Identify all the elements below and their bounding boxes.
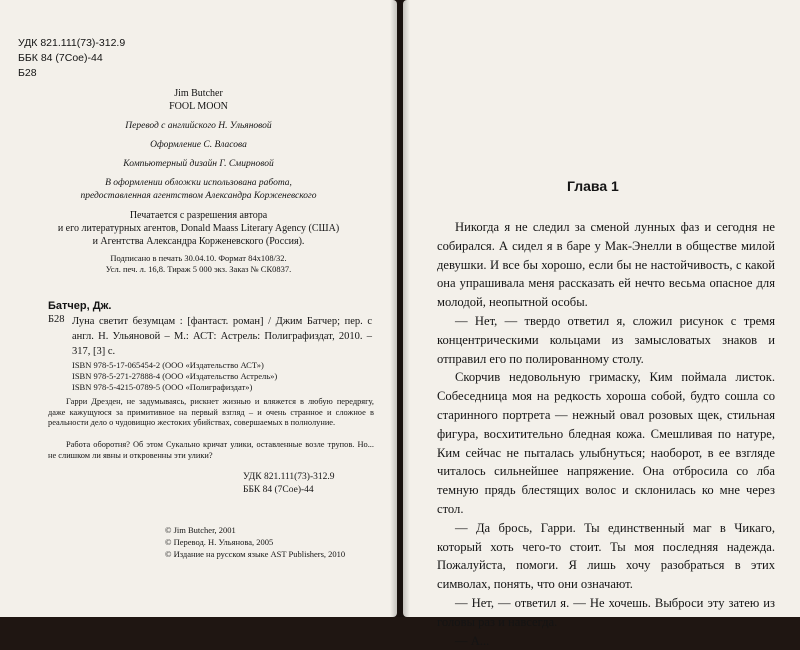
paragraph-6: — А...	[455, 633, 490, 648]
author-code: Б28	[18, 67, 37, 79]
copyright-line-1: © Jim Butcher, 2001	[165, 525, 236, 535]
udk-bottom: УДК 821.111(73)-312.9	[243, 472, 335, 482]
udk-code: УДК 821.111(73)-312.9	[18, 37, 126, 49]
paragraph-1: Никогда я не следил за сменой лунных фаз и сегодня не собирался. А сидел я в баре у Мак-Энелли в обществе милой девушки. И все бы хорошо, если бы не настойчивость, с какой она упрашивала меня рассказать ей нечто весьма опасное для молодой, неопытной особы.	[437, 220, 775, 310]
paragraph-4: — Да брось, Гарри. Ты единственный маг в Чикаго, который хоть чего-то стоит. Ты моя последняя надежда. Пожалуйста, помоги. Я лишь хочу разобраться в этих символах, понять, что они означают.	[437, 520, 775, 592]
annotation-paragraph-2: Работа оборотня? Об этом Сукально кричат улики, оставленные возле трупов. Но... не слишком ли явны и откровенны эти улики?	[48, 440, 374, 460]
computer-design-credit: Компьютерный дизайн Г. Смирновой	[123, 159, 274, 169]
bbk-code: ББК 84 (7Сое)-44	[18, 52, 103, 64]
annotation-paragraph-1: Гарри Дрезден, не задумываясь, рискнет жизнью и вляжется в любую передрягу, даже кажущуюся за примитивное на первый взгляд – и очень странное и сложное в реальности дело о чудовищно жестоких убийствах, совершаемых в полнолуние.	[48, 397, 374, 428]
catalog-code: Б28	[48, 314, 65, 325]
isbn-line-3: ISBN 978-5-4215-0789-5 (ООО «Полиграфиздат»)	[72, 382, 253, 392]
rights-line-3: и Агентства Александра Корженевского (Россия).	[92, 236, 305, 247]
copyright-line-3: © Издание на русском языке AST Publishers, 2010	[165, 549, 346, 559]
paragraph-5: — Нет, — ответил я. — Не хочешь. Выброси эту затею из головы раз и навсегда.	[437, 595, 775, 629]
bbk-bottom: ББК 84 (7Сое)-44	[243, 484, 314, 495]
design-credit: Оформление С. Власова	[150, 140, 247, 150]
udk-bottom-block	[243, 471, 335, 496]
paragraph-2: — Нет, — твердо ответил я, сложил рисунок с тремя концентрическими кольцами из замысловатых знаков и отправил его по полированному столу.	[437, 313, 775, 366]
isbn-line-2: ISBN 978-5-271-27888-4 (ООО «Издательство Астрель»)	[72, 371, 278, 381]
original-author: Jim Butcher	[174, 88, 223, 99]
catalog-author: Батчер, Дж.	[48, 300, 112, 312]
chapter-text	[437, 218, 775, 650]
udk-block	[18, 36, 125, 81]
isbn-line-1: ISBN 978-5-17-065454-2 (ООО «Издательство АСТ»)	[72, 360, 264, 370]
catalog-description: Луна светит безумцам : [фантаст. роман] / Джим Батчер; пер. с англ. Н. Ульяновой – М.: АСТ: Астрель: Полиграфиздат, 2010. – 317, [3] с.	[72, 316, 372, 357]
chapter-title: Глава 1	[567, 178, 619, 194]
left-page	[0, 0, 397, 617]
cover-note-line-2: предоставленная агентством Александра Корженевского	[80, 191, 317, 201]
copyright-line-2: © Перевод. Н. Ульянова, 2005	[165, 537, 274, 547]
rights-line-2: и его литературных агентов, Donald Maass Literary Agency (США)	[57, 223, 340, 234]
cover-note-line-1: В оформлении обложки использована работа,	[105, 178, 292, 188]
translation-credit: Перевод с английского Н. Ульяновой	[125, 121, 272, 131]
print-info-line-1: Подписано в печать 30.04.10. Формат 84x108/32.	[110, 253, 287, 263]
original-title: FOOL MOON	[169, 101, 228, 112]
book-spine-gutter	[390, 0, 410, 617]
paragraph-3: Скорчив недовольную гримаску, Ким поймала листок. Собеседница моя на редкость хороша собой, будто сошла со старинного портрета — нежный овал розовых щек, стильная фигура, восхитительно бледная кожа. Смешливая по натуре, Ким сейчас не пыталась улыбнуться; наоборот, в ее взгляде читалось сильнейшее напряжение. Она отбросила со лба темную прядь блестящих волос и склонилась ко мне через стол.	[437, 370, 775, 516]
rights-line-1: Печатается с разрешения автора	[129, 210, 268, 221]
print-info-line-2: Усл. печ. л. 16,8. Тираж 5 000 экз. Заказ № СК0837.	[105, 264, 292, 274]
